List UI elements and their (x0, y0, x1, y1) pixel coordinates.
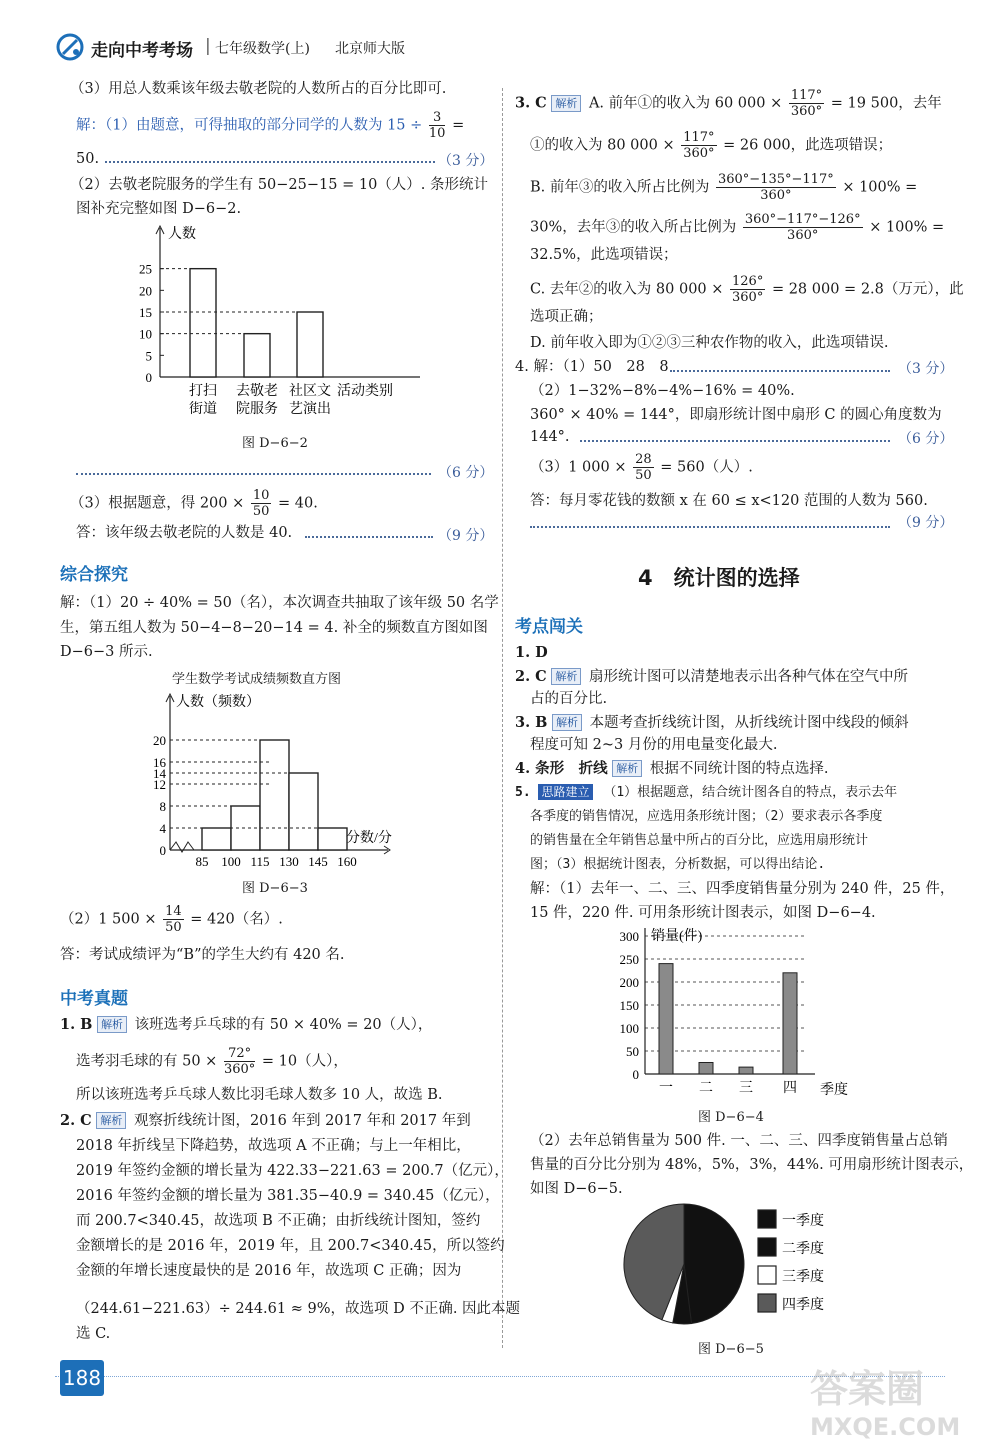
text-line: 50. (76, 151, 100, 167)
y-tick-label: 0 (145, 370, 152, 385)
x-tick-label: 社区文 (289, 384, 331, 399)
x-tick-label: 115 (250, 854, 270, 869)
text-span: （3）根据题意，得 200 × (70, 495, 245, 512)
x-axis-label: 季度 (820, 1083, 848, 1098)
x-axis-label: 分数/分 (346, 831, 392, 846)
text-line: 占的百分比. (530, 691, 608, 707)
bar (659, 964, 673, 1074)
text-span: = 28 000 = 2.8（万元），此 (771, 281, 964, 298)
x-tick-label: 院服务 (236, 402, 278, 417)
text-line (530, 130, 892, 161)
chart-title: 学生数学考试成绩频数直方图 (172, 672, 342, 687)
fraction (251, 488, 272, 519)
y-tick-label: 50 (626, 1044, 639, 1059)
text-span: （2）1 500 × (60, 911, 157, 928)
fraction (429, 110, 446, 141)
y-tick-label: 300 (619, 929, 639, 944)
score-label: （9 分） (438, 528, 494, 544)
x-tick-label: 85 (195, 854, 209, 869)
denominator: 360° (223, 1062, 256, 1077)
numerator: 360°−117°−126° (744, 212, 861, 227)
answer-key: 3. C (515, 94, 547, 112)
numerator: 10 (252, 488, 270, 503)
legend-label: 三季度 (782, 1270, 824, 1285)
numerator: 117° (683, 130, 715, 145)
text-span: 30%，去年③的收入所占比例为 (530, 219, 737, 236)
text-line (70, 488, 318, 519)
text-line: 的销售量在全年销售总量中所占的百分比，应选用扇形统计 (530, 833, 869, 848)
fraction (743, 212, 863, 243)
y-tick-label: 4 (159, 821, 166, 836)
x-tick-label: 100 (221, 854, 241, 869)
text-span: （3）1 000 × (530, 459, 627, 476)
text-line: （244.61−221.63）÷ 244.61 ≈ 9%，故选项 D 不正确. 因此本题 (76, 1301, 521, 1317)
text-span: = 40. (278, 495, 318, 512)
bar (244, 334, 270, 377)
x-tick-label: 二 (699, 1081, 713, 1096)
section-title: 考点闯关 (515, 617, 583, 637)
denominator: 50 (635, 468, 652, 483)
watermark-logo: 答案圈 (810, 1367, 925, 1411)
text-span: C. 去年②的收入为 80 000 × (530, 281, 724, 298)
bar (783, 973, 797, 1074)
text-line: 所以该班选考乒乓球人数比羽毛球人数多 10 人，故选 B. (76, 1087, 443, 1103)
text-line (76, 1046, 348, 1077)
y-axis-label: 人数（频数） (176, 695, 260, 710)
text-line: 解：（1）去年一、二、三、四季度销售量分别为 240 件，25 件， (530, 881, 955, 897)
y-tick-label: 14 (153, 766, 166, 781)
score-label: （3 分） (438, 153, 494, 169)
text-span: 选考羽毛球的有 50 × (76, 1053, 218, 1070)
y-tick-label: 5 (145, 348, 152, 364)
text-line (60, 904, 283, 935)
text-line: 图补充完整如图 D−6−2. (76, 201, 242, 217)
text-line: 1. D (515, 644, 548, 661)
text-span: 观察折线统计图，2016 年到 2017 年和 2017 年到 (133, 1113, 471, 1129)
figure-caption: 图 D−6−3 (242, 881, 308, 896)
y-tick-label: 0 (632, 1067, 639, 1082)
approach-tag: 思路建立 (538, 784, 592, 800)
text-line: 售量的百分比分别为 48%，5%，3%，44%. 可用扇形统计图表示， (530, 1157, 974, 1173)
fraction (716, 172, 836, 203)
page-header (55, 26, 955, 66)
text-line: 2016 年签约金额的增长量为 381.35−40.9 = 340.45（亿元）， (76, 1188, 500, 1204)
text-line: 144°. (530, 429, 570, 445)
text-line (515, 88, 942, 119)
histogram-bar (260, 740, 289, 850)
text-span: （1）根据题意，结合统计图各自的特点，表示去年 (603, 785, 898, 800)
fraction (789, 88, 824, 119)
denominator: 50 (165, 920, 182, 935)
denominator: 360° (683, 146, 715, 161)
legend-swatch (758, 1238, 776, 1256)
fraction (681, 130, 716, 161)
text-span: 该班选考乒乓球的有 50 × 40% = 20（人）， (134, 1017, 433, 1033)
legend-label: 二季度 (782, 1242, 824, 1257)
dotted-leader (105, 161, 435, 163)
text-line: 答：该年级去敬老院的人数是 40. (76, 525, 293, 541)
text-line: 各季度的销售情况，应选用条形统计图；（2）要求表示各季度 (530, 809, 883, 824)
watermark-url: MXQE.COM (810, 1413, 961, 1441)
score-label: （9 分） (898, 515, 954, 531)
x-tick-label: 160 (337, 854, 357, 869)
x-tick-label: 打扫 (189, 384, 217, 399)
answer-key: 3. B (515, 714, 548, 731)
dotted-leader (76, 473, 431, 475)
text-line: 解：（1）20 ÷ 40% = 50（名），本次调查共抽取了该年级 50 名学 (60, 595, 499, 611)
fraction (224, 1046, 255, 1077)
numerator: 72° (224, 1046, 255, 1062)
x-tick-label: 145 (308, 854, 328, 869)
y-tick-label: 8 (159, 799, 166, 814)
x-tick-label: 一 (659, 1081, 673, 1096)
text-line: D. 前年收入即为①②③三种农作物的收入，此选项错误. (530, 335, 889, 351)
bar (699, 1063, 713, 1075)
text-line: 360° × 40% = 144°，即扇形统计图中扇形 C 的圆心角度数为 (530, 407, 942, 423)
x-tick-label: 四 (783, 1081, 797, 1096)
text-line (530, 212, 944, 243)
analysis-tag: 解析 (551, 95, 581, 112)
text-line: 答：考试成绩评为“B”的学生大约有 420 名. (60, 947, 345, 963)
analysis-tag: 解析 (612, 760, 642, 777)
legend-label: 一季度 (782, 1214, 824, 1229)
denominator: 360° (787, 228, 819, 243)
page-number: 188 (60, 1360, 104, 1396)
denominator: 50 (252, 504, 270, 519)
answer-key: 4. 条形 折线 (515, 760, 608, 777)
text-line (76, 110, 464, 141)
answer-key: 1. B (60, 1016, 93, 1033)
figure-caption: 图 D−6−5 (698, 1342, 764, 1357)
bar (739, 1067, 753, 1074)
text-line: 答：每月零花钱的数额 x 在 60 ≤ x<120 范围的人数为 560. (530, 493, 928, 509)
numerator: 3 (429, 110, 446, 126)
text-span: = 560（人）. (660, 459, 753, 476)
numerator: 14 (165, 904, 182, 919)
text-line: 图；（3）根据统计图表，分析数据，可以得出结论. (530, 857, 826, 872)
text-line: 金额的年增长速度最快的是 2016 年，故选项 C 正确；因为 (76, 1263, 462, 1279)
y-tick-label: 20 (153, 733, 166, 748)
text-line (515, 758, 829, 780)
denominator: 10 (428, 126, 446, 141)
text-span: × 100% = (842, 179, 918, 196)
text-line: 32.5%，此选项错误； (530, 247, 678, 263)
text-line (515, 712, 909, 734)
answer-key: 2. C (60, 1112, 92, 1129)
header-subtitle: 七年级数学(上) (215, 41, 310, 57)
x-tick-label: 130 (279, 854, 299, 869)
watermark (810, 1358, 990, 1441)
text-span: = 19 500，去年 (830, 95, 942, 112)
bar (297, 312, 323, 377)
text-line: 如图 D−6−5. (530, 1181, 623, 1197)
y-axis-label: 人数 (168, 227, 196, 242)
numerator: 126° (732, 274, 764, 289)
histogram-bar (202, 828, 231, 850)
denominator: 360° (790, 104, 823, 119)
text-line (530, 274, 964, 305)
section-title: 综合探究 (60, 565, 128, 585)
figure-caption: 图 D−6−2 (242, 436, 308, 451)
column-divider (502, 88, 503, 1348)
brand-name: 走向中考考场 (91, 41, 193, 61)
legend-label: 四季度 (782, 1298, 824, 1313)
x-tick-label: 去敬老 (236, 384, 278, 399)
analysis-tag: 解析 (97, 1016, 127, 1033)
legend-swatch (758, 1210, 776, 1228)
numerator: 360°−135°−117° (717, 172, 834, 187)
text-line: D−6−3 所示. (60, 644, 153, 660)
text-line: 2019 年签约金额的增长量为 422.33−221.63 = 200.7（亿元）， (76, 1163, 509, 1179)
text-line: 选 C. (76, 1326, 111, 1342)
header-edition: 北京师大版 (335, 41, 405, 57)
text-span: × 100% = (869, 219, 945, 236)
analysis-tag: 解析 (552, 714, 582, 731)
y-tick-label: 150 (619, 998, 639, 1013)
fraction (633, 452, 654, 483)
dotted-leader (305, 536, 433, 538)
numerator: 117° (790, 88, 823, 103)
bar (190, 269, 216, 377)
text-line (515, 782, 897, 804)
bar-chart-quarterly-sales (600, 924, 860, 1104)
y-tick-label: 10 (139, 326, 152, 342)
header-divider: | (205, 36, 211, 56)
text-line: （3）用总人数乘该年级去敬老院的人数所占的百分比即可. (70, 81, 447, 97)
answer-key: 2. C (515, 668, 547, 685)
text-line (530, 452, 753, 483)
denominator: 360° (732, 290, 764, 305)
text-line: 程度可知 2~3 月份的用电量变化最大. (530, 737, 778, 753)
y-tick-label: 100 (619, 1021, 639, 1036)
y-tick-label: 12 (153, 777, 166, 792)
brand-logo-icon (55, 32, 85, 62)
x-tick-label: 三 (739, 1081, 753, 1096)
y-tick-label: 25 (139, 261, 152, 277)
histogram-scores (140, 690, 420, 872)
y-tick-label: 20 (139, 283, 152, 299)
text-line (60, 1110, 471, 1132)
dotted-leader (580, 440, 890, 442)
text-span: B. 前年③的收入所占比例为 (530, 179, 710, 196)
text-span: = 10（人）， (261, 1053, 348, 1070)
fraction (730, 274, 765, 305)
x-tick-label: 街道 (189, 402, 217, 417)
denominator: 360° (760, 188, 792, 203)
text-line: 15 件，220 件. 可用条形统计图表示，如图 D−6−4. (530, 905, 876, 921)
text-line: 4. 解：（1）50 28 8 (515, 359, 669, 375)
text-line: 生，第五组人数为 50−4−8−20−14 = 4. 补全的频数直方图如图 (60, 620, 488, 636)
text-span: 根据不同统计图的特点选择. (649, 761, 829, 777)
text-span: = 26 000，此选项错误； (723, 137, 893, 154)
text-span: 本题考查折线统计图，从折线统计图中线段的倾斜 (589, 715, 909, 731)
numerator: 28 (635, 452, 652, 467)
histogram-bar (289, 773, 318, 850)
text-span: = (452, 117, 465, 134)
x-tick-label: 艺演出 (289, 402, 331, 417)
x-axis-label: 活动类别 (337, 384, 393, 399)
dotted-leader (670, 370, 890, 372)
solution-line: 解：（1）由题意，可得抽取的部分同学的人数为 15 ÷ (76, 117, 423, 134)
bar-chart-activity (120, 222, 440, 422)
pie-chart-quarterly-share (620, 1200, 860, 1330)
text-line: 而 200.7<340.45，故选项 B 不正确；由折线统计图知，签约 (76, 1213, 481, 1229)
pie-slice (684, 1204, 744, 1324)
analysis-tag: 解析 (96, 1112, 126, 1129)
text-line (515, 666, 908, 688)
y-tick-label: 16 (153, 755, 166, 770)
text-line: （2）1−32%−8%−4%−16% = 40%. (530, 383, 795, 399)
text-span: ①的收入为 80 000 × (530, 137, 675, 154)
answer-key: 5. (515, 785, 531, 800)
y-axis-label: 销量(件) (651, 929, 703, 944)
score-label: （3 分） (898, 361, 954, 377)
analysis-tag: 解析 (551, 668, 581, 685)
text-line (60, 1014, 432, 1036)
section-heading: 4 统计图的选择 (638, 566, 800, 590)
legend-swatch (758, 1294, 776, 1312)
text-line: （2）去年总销售量为 500 件. 一、二、三、四季度销售量占总销 (530, 1133, 948, 1149)
legend-swatch (758, 1266, 776, 1284)
text-span: A. 前年①的收入为 60 000 × (588, 95, 783, 112)
y-tick-label: 250 (619, 952, 639, 967)
text-line: 金额增长的是 2016 年，2019 年，且 200.7<340.45，所以签约 (76, 1238, 505, 1254)
text-span: 扇形统计图可以清楚地表示出各种气体在空气中所 (588, 669, 908, 685)
y-tick-label: 200 (619, 975, 639, 990)
text-line: 选项正确； (530, 309, 603, 325)
section-title: 中考真题 (60, 989, 128, 1009)
figure-caption: 图 D−6−4 (698, 1110, 764, 1125)
fraction (163, 904, 184, 935)
dotted-leader (530, 526, 890, 528)
text-line (530, 172, 917, 203)
y-tick-label: 0 (159, 843, 166, 858)
score-label: （6 分） (898, 431, 954, 447)
text-line: （2）去敬老院服务的学生有 50−25−15 = 10（人）. 条形统计 (70, 177, 489, 193)
score-label: （6 分） (438, 465, 494, 481)
histogram-bar (318, 828, 347, 850)
y-tick-label: 15 (139, 305, 152, 320)
text-span: = 420（名）. (190, 911, 283, 928)
text-line: 2018 年折线呈下降趋势，故选项 A 不正确；与上一年相比， (76, 1138, 471, 1154)
